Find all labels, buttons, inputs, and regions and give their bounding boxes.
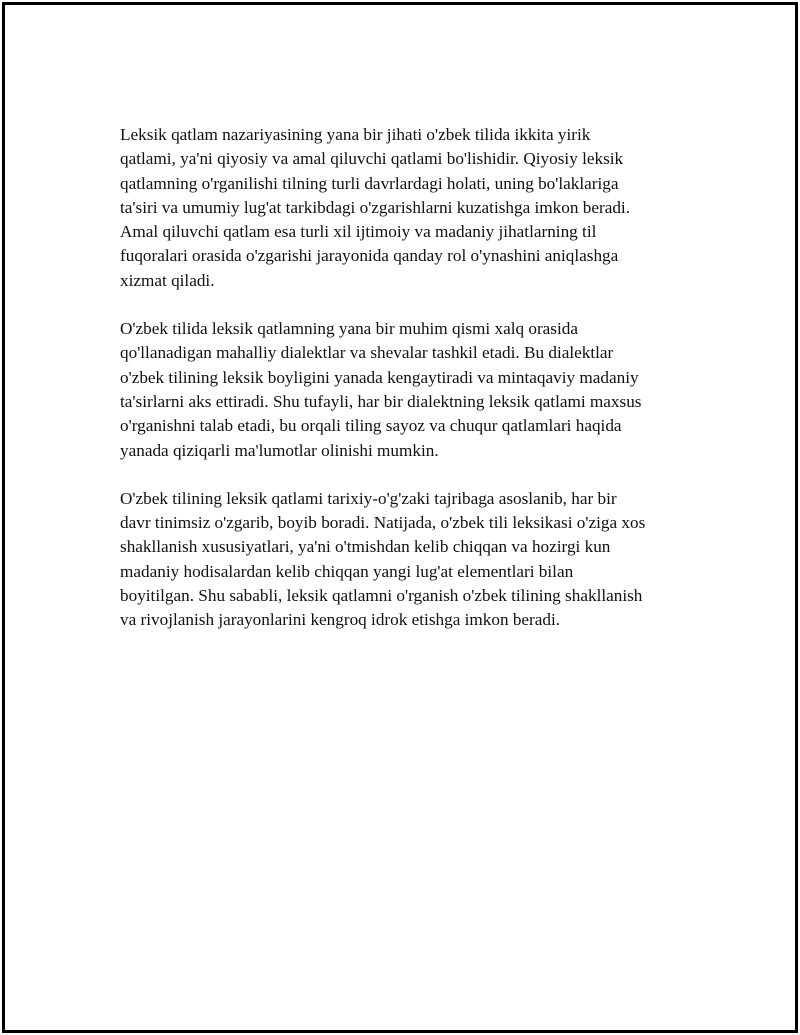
text-line: ta'sirlarni aks ettiradi. Shu tufayli, har bir dialektning leksik qatlami maxsus [120,391,642,411]
text-line: qo'llanadigan mahalliy dialektlar va shevalar tashkil etadi. Bu dialektlar [120,343,614,363]
text-line: qatlamning o'rganilishi tilning turli davrlardagi holati, uning bo'laklariga [120,173,619,193]
paragraph-2 [120,317,700,463]
text-line: fuqoralari orasida o'zgarishi jarayonida qanday rol o'ynashini aniqlashga [120,246,619,266]
paragraph-3 [120,487,700,633]
text-line: o'zbek tilining leksik boyligini yanada kengaytiradi va mintaqaviy madaniy [120,367,639,387]
text-line: xizmat qiladi. [120,270,215,290]
text-line: ta'siri va umumiy lug'at tarkibdagi o'zgarishlarni kuzatishga imkon beradi. [120,197,630,217]
text-line: o'rganishni talab etadi, bu orqali tiling sayoz va chuqur qatlamlari haqida [120,416,622,436]
text-line: shakllanish xususiyatlari, ya'ni o'tmishdan kelib chiqqan va hozirgi kun [120,537,611,557]
text-line: boyitilgan. Shu sababli, leksik qatlamni o'rganish o'zbek tilining shakllanish [120,586,643,606]
text-line: madaniy hodisalardan kelib chiqqan yangi lug'at elementlari bilan [120,561,574,581]
document-page [2,2,798,1033]
text-line: qatlami, ya'ni qiyosiy va amal qiluvchi qatlami bo'lishidir. Qiyosiy leksik [120,149,624,169]
text-line: O'zbek tilida leksik qatlamning yana bir muhim qismi xalq orasida [120,319,578,339]
text-line: davr tinimsiz o'zgarib, boyib boradi. Natijada, o'zbek tili leksikasi o'ziga xos [120,513,646,533]
text-line: Amal qiluvchi qatlam esa turli xil ijtimoiy va madaniy jihatlarning til [120,222,597,242]
text-line: O'zbek tilining leksik qatlami tarixiy-o'g'zaki tajribaga asoslanib, har bir [120,488,617,508]
text-line: Leksik qatlam nazariyasining yana bir jihati o'zbek tilida ikkita yirik [120,125,591,144]
text-line: yanada qiziqarli ma'lumotlar olinishi mumkin. [120,440,439,460]
document-body [120,123,700,657]
text-line: va rivojlanish jarayonlarini kengroq idrok etishga imkon beradi. [120,610,561,630]
paragraph-1 [120,123,700,293]
